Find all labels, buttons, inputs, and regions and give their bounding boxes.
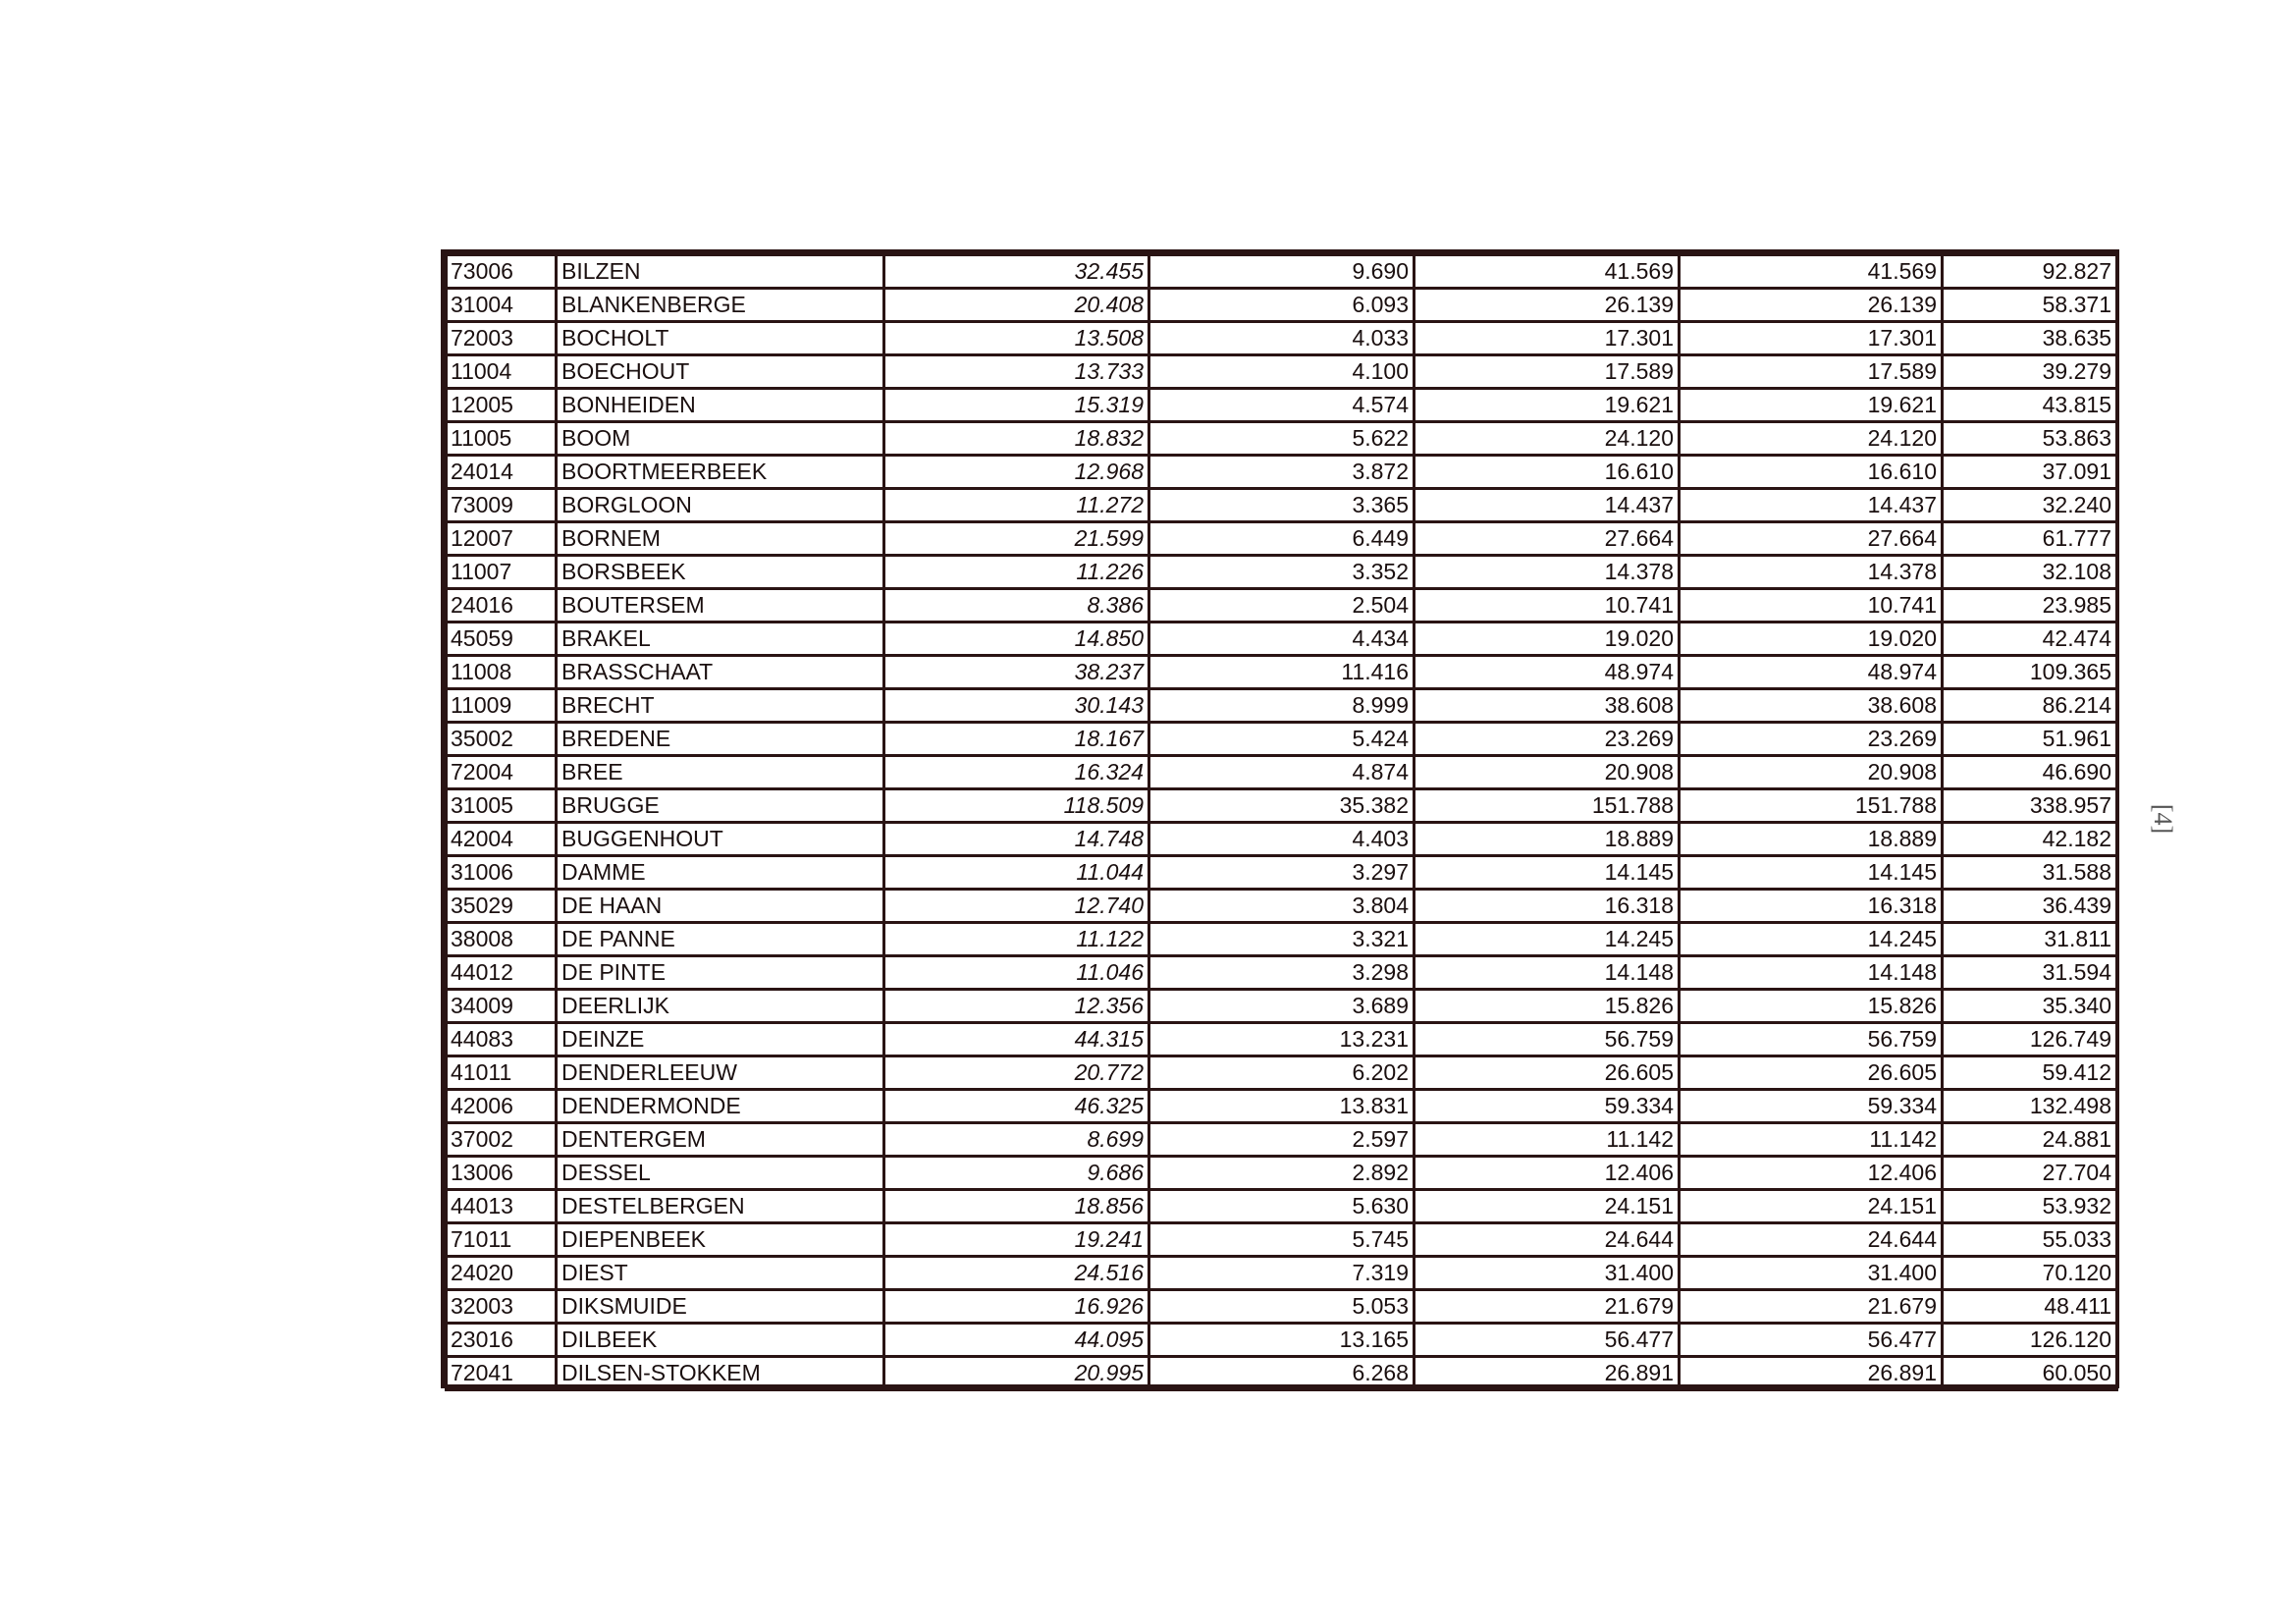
value-b-cell: 3.365 xyxy=(1149,489,1415,522)
municipality-name-cell: BREE xyxy=(557,756,884,789)
total-cell: 126.749 xyxy=(1943,1023,2117,1056)
table-row xyxy=(447,1056,2117,1090)
value-c-cell: 41.569 xyxy=(1415,255,1680,289)
value-b-cell: 4.100 xyxy=(1149,355,1415,389)
value-d-cell: 26.139 xyxy=(1680,289,1943,322)
nis-code-cell: 31004 xyxy=(447,289,557,322)
value-b-cell: 3.689 xyxy=(1149,990,1415,1023)
value-a-cell: 11.122 xyxy=(884,923,1149,956)
value-d-cell: 20.908 xyxy=(1680,756,1943,789)
value-d-cell: 14.148 xyxy=(1680,956,1943,990)
value-a-cell: 12.356 xyxy=(884,990,1149,1023)
value-c-cell: 26.139 xyxy=(1415,289,1680,322)
value-b-cell: 13.831 xyxy=(1149,1090,1415,1123)
municipality-name-cell: DEERLIJK xyxy=(557,990,884,1023)
nis-code-cell: 72041 xyxy=(447,1357,557,1390)
value-c-cell: 59.334 xyxy=(1415,1090,1680,1123)
nis-code-cell: 11007 xyxy=(447,556,557,589)
total-cell: 37.091 xyxy=(1943,456,2117,489)
value-d-cell: 24.120 xyxy=(1680,422,1943,456)
value-b-cell: 4.403 xyxy=(1149,823,1415,856)
value-d-cell: 15.826 xyxy=(1680,990,1943,1023)
municipality-name-cell: BUGGENHOUT xyxy=(557,823,884,856)
value-c-cell: 31.400 xyxy=(1415,1257,1680,1290)
value-a-cell: 44.315 xyxy=(884,1023,1149,1056)
total-cell: 32.108 xyxy=(1943,556,2117,589)
municipality-name-cell: DE PINTE xyxy=(557,956,884,990)
municipality-name-cell: BRECHT xyxy=(557,689,884,723)
table-row xyxy=(447,890,2117,923)
value-b-cell: 13.165 xyxy=(1149,1324,1415,1357)
table-row xyxy=(447,789,2117,823)
nis-code-cell: 41011 xyxy=(447,1056,557,1090)
nis-code-cell: 37002 xyxy=(447,1123,557,1157)
value-c-cell: 151.788 xyxy=(1415,789,1680,823)
value-a-cell: 32.455 xyxy=(884,255,1149,289)
value-c-cell: 26.605 xyxy=(1415,1056,1680,1090)
nis-code-cell: 24014 xyxy=(447,456,557,489)
nis-code-cell: 31006 xyxy=(447,856,557,890)
table-row xyxy=(447,623,2117,656)
value-c-cell: 24.151 xyxy=(1415,1190,1680,1223)
nis-code-cell: 42004 xyxy=(447,823,557,856)
value-a-cell: 9.686 xyxy=(884,1157,1149,1190)
municipality-name-cell: BRAKEL xyxy=(557,623,884,656)
value-d-cell: 38.608 xyxy=(1680,689,1943,723)
municipality-name-cell: DESSEL xyxy=(557,1157,884,1190)
value-d-cell: 41.569 xyxy=(1680,255,1943,289)
value-b-cell: 6.202 xyxy=(1149,1056,1415,1090)
value-a-cell: 20.995 xyxy=(884,1357,1149,1390)
value-b-cell: 4.874 xyxy=(1149,756,1415,789)
total-cell: 31.811 xyxy=(1943,923,2117,956)
municipality-name-cell: BOUTERSEM xyxy=(557,589,884,623)
table-row xyxy=(447,522,2117,556)
value-b-cell: 5.053 xyxy=(1149,1290,1415,1324)
municipality-name-cell: DILBEEK xyxy=(557,1324,884,1357)
total-cell: 338.957 xyxy=(1943,789,2117,823)
value-d-cell: 11.142 xyxy=(1680,1123,1943,1157)
municipality-name-cell: BLANKENBERGE xyxy=(557,289,884,322)
municipality-name-cell: BREDENE xyxy=(557,723,884,756)
total-cell: 42.474 xyxy=(1943,623,2117,656)
municipality-name-cell: DE PANNE xyxy=(557,923,884,956)
value-d-cell: 16.610 xyxy=(1680,456,1943,489)
table-row xyxy=(447,956,2117,990)
value-a-cell: 13.508 xyxy=(884,322,1149,355)
value-c-cell: 12.406 xyxy=(1415,1157,1680,1190)
nis-code-cell: 72004 xyxy=(447,756,557,789)
value-a-cell: 46.325 xyxy=(884,1090,1149,1123)
value-c-cell: 14.437 xyxy=(1415,489,1680,522)
table-row xyxy=(447,823,2117,856)
value-d-cell: 59.334 xyxy=(1680,1090,1943,1123)
total-cell: 70.120 xyxy=(1943,1257,2117,1290)
total-cell: 53.863 xyxy=(1943,422,2117,456)
value-c-cell: 23.269 xyxy=(1415,723,1680,756)
nis-code-cell: 12007 xyxy=(447,522,557,556)
value-a-cell: 8.699 xyxy=(884,1123,1149,1157)
municipality-name-cell: DEINZE xyxy=(557,1023,884,1056)
value-a-cell: 19.241 xyxy=(884,1223,1149,1257)
nis-code-cell: 24020 xyxy=(447,1257,557,1290)
value-b-cell: 3.298 xyxy=(1149,956,1415,990)
value-a-cell: 12.968 xyxy=(884,456,1149,489)
value-d-cell: 19.621 xyxy=(1680,389,1943,422)
value-c-cell: 20.908 xyxy=(1415,756,1680,789)
value-c-cell: 48.974 xyxy=(1415,656,1680,689)
value-a-cell: 8.386 xyxy=(884,589,1149,623)
nis-code-cell: 24016 xyxy=(447,589,557,623)
table-row xyxy=(447,856,2117,890)
value-b-cell: 3.804 xyxy=(1149,890,1415,923)
value-a-cell: 18.856 xyxy=(884,1190,1149,1223)
value-a-cell: 18.832 xyxy=(884,422,1149,456)
value-b-cell: 2.504 xyxy=(1149,589,1415,623)
value-d-cell: 151.788 xyxy=(1680,789,1943,823)
value-c-cell: 14.245 xyxy=(1415,923,1680,956)
total-cell: 43.815 xyxy=(1943,389,2117,422)
value-d-cell: 17.301 xyxy=(1680,322,1943,355)
municipality-name-cell: DIKSMUIDE xyxy=(557,1290,884,1324)
nis-code-cell: 23016 xyxy=(447,1324,557,1357)
value-c-cell: 16.318 xyxy=(1415,890,1680,923)
value-d-cell: 24.151 xyxy=(1680,1190,1943,1223)
total-cell: 132.498 xyxy=(1943,1090,2117,1123)
value-a-cell: 13.733 xyxy=(884,355,1149,389)
table-row xyxy=(447,289,2117,322)
value-b-cell: 6.449 xyxy=(1149,522,1415,556)
table-row xyxy=(447,923,2117,956)
nis-code-cell: 32003 xyxy=(447,1290,557,1324)
table-row xyxy=(447,1090,2117,1123)
value-c-cell: 14.378 xyxy=(1415,556,1680,589)
total-cell: 46.690 xyxy=(1943,756,2117,789)
municipality-name-cell: BORSBEEK xyxy=(557,556,884,589)
table-row xyxy=(447,322,2117,355)
nis-code-cell: 45059 xyxy=(447,623,557,656)
total-cell: 31.594 xyxy=(1943,956,2117,990)
nis-code-cell: 11004 xyxy=(447,355,557,389)
table-row xyxy=(447,255,2117,289)
value-b-cell: 4.434 xyxy=(1149,623,1415,656)
municipality-name-cell: BORNEM xyxy=(557,522,884,556)
municipality-name-cell: DAMME xyxy=(557,856,884,890)
total-cell: 55.033 xyxy=(1943,1223,2117,1257)
municipality-name-cell: DE HAAN xyxy=(557,890,884,923)
value-b-cell: 6.268 xyxy=(1149,1357,1415,1390)
value-d-cell: 56.477 xyxy=(1680,1324,1943,1357)
municipality-name-cell: BONHEIDEN xyxy=(557,389,884,422)
table-row xyxy=(447,355,2117,389)
nis-code-cell: 11008 xyxy=(447,656,557,689)
table-row xyxy=(447,422,2117,456)
nis-code-cell: 31005 xyxy=(447,789,557,823)
value-d-cell: 26.605 xyxy=(1680,1056,1943,1090)
value-c-cell: 17.589 xyxy=(1415,355,1680,389)
value-c-cell: 26.891 xyxy=(1415,1357,1680,1390)
table-row xyxy=(447,656,2117,689)
total-cell: 23.985 xyxy=(1943,589,2117,623)
value-a-cell: 20.408 xyxy=(884,289,1149,322)
municipality-name-cell: DIEST xyxy=(557,1257,884,1290)
nis-code-cell: 44012 xyxy=(447,956,557,990)
value-b-cell: 5.745 xyxy=(1149,1223,1415,1257)
table-row xyxy=(447,689,2117,723)
nis-code-cell: 13006 xyxy=(447,1157,557,1190)
value-a-cell: 21.599 xyxy=(884,522,1149,556)
total-cell: 27.704 xyxy=(1943,1157,2117,1190)
value-c-cell: 21.679 xyxy=(1415,1290,1680,1324)
municipality-name-cell: BOOM xyxy=(557,422,884,456)
municipality-name-cell: BOORTMEERBEEK xyxy=(557,456,884,489)
table-row xyxy=(447,1190,2117,1223)
value-b-cell: 3.872 xyxy=(1149,456,1415,489)
value-a-cell: 20.772 xyxy=(884,1056,1149,1090)
value-c-cell: 24.120 xyxy=(1415,422,1680,456)
value-d-cell: 48.974 xyxy=(1680,656,1943,689)
nis-code-cell: 35029 xyxy=(447,890,557,923)
total-cell: 42.182 xyxy=(1943,823,2117,856)
municipality-table xyxy=(441,249,2119,1388)
table-row xyxy=(447,1223,2117,1257)
value-c-cell: 10.741 xyxy=(1415,589,1680,623)
total-cell: 39.279 xyxy=(1943,355,2117,389)
municipality-name-cell: DENDERMONDE xyxy=(557,1090,884,1123)
nis-code-cell: 38008 xyxy=(447,923,557,956)
value-a-cell: 16.926 xyxy=(884,1290,1149,1324)
total-cell: 31.588 xyxy=(1943,856,2117,890)
municipality-name-cell: DILSEN-STOKKEM xyxy=(557,1357,884,1390)
table-row xyxy=(447,456,2117,489)
value-c-cell: 27.664 xyxy=(1415,522,1680,556)
total-cell: 60.050 xyxy=(1943,1357,2117,1390)
value-c-cell: 11.142 xyxy=(1415,1123,1680,1157)
table-row xyxy=(447,1357,2117,1390)
value-a-cell: 24.516 xyxy=(884,1257,1149,1290)
value-b-cell: 3.297 xyxy=(1149,856,1415,890)
value-a-cell: 12.740 xyxy=(884,890,1149,923)
nis-code-cell: 73009 xyxy=(447,489,557,522)
value-a-cell: 38.237 xyxy=(884,656,1149,689)
value-c-cell: 19.621 xyxy=(1415,389,1680,422)
value-b-cell: 3.321 xyxy=(1149,923,1415,956)
table-row xyxy=(447,723,2117,756)
table-row xyxy=(447,1324,2117,1357)
value-a-cell: 11.226 xyxy=(884,556,1149,589)
municipality-name-cell: BRUGGE xyxy=(557,789,884,823)
value-c-cell: 14.148 xyxy=(1415,956,1680,990)
nis-code-cell: 73006 xyxy=(447,255,557,289)
value-b-cell: 35.382 xyxy=(1149,789,1415,823)
value-d-cell: 26.891 xyxy=(1680,1357,1943,1390)
value-c-cell: 56.759 xyxy=(1415,1023,1680,1056)
table-row xyxy=(447,1023,2117,1056)
total-cell: 126.120 xyxy=(1943,1324,2117,1357)
table-row xyxy=(447,589,2117,623)
total-cell: 35.340 xyxy=(1943,990,2117,1023)
value-b-cell: 7.319 xyxy=(1149,1257,1415,1290)
table-row xyxy=(447,389,2117,422)
value-c-cell: 38.608 xyxy=(1415,689,1680,723)
table-row xyxy=(447,1290,2117,1324)
municipality-name-cell: DIEPENBEEK xyxy=(557,1223,884,1257)
value-d-cell: 31.400 xyxy=(1680,1257,1943,1290)
value-a-cell: 15.319 xyxy=(884,389,1149,422)
total-cell: 32.240 xyxy=(1943,489,2117,522)
value-d-cell: 14.145 xyxy=(1680,856,1943,890)
table-row xyxy=(447,489,2117,522)
value-b-cell: 13.231 xyxy=(1149,1023,1415,1056)
value-b-cell: 8.999 xyxy=(1149,689,1415,723)
total-cell: 24.881 xyxy=(1943,1123,2117,1157)
value-d-cell: 21.679 xyxy=(1680,1290,1943,1324)
value-d-cell: 14.437 xyxy=(1680,489,1943,522)
value-d-cell: 10.741 xyxy=(1680,589,1943,623)
value-a-cell: 18.167 xyxy=(884,723,1149,756)
value-d-cell: 14.378 xyxy=(1680,556,1943,589)
value-a-cell: 16.324 xyxy=(884,756,1149,789)
data-table xyxy=(445,253,2118,1391)
total-cell: 109.365 xyxy=(1943,656,2117,689)
total-cell: 59.412 xyxy=(1943,1056,2117,1090)
total-cell: 58.371 xyxy=(1943,289,2117,322)
municipality-name-cell: DENTERGEM xyxy=(557,1123,884,1157)
value-b-cell: 2.597 xyxy=(1149,1123,1415,1157)
value-a-cell: 11.272 xyxy=(884,489,1149,522)
total-cell: 51.961 xyxy=(1943,723,2117,756)
municipality-name-cell: BORGLOON xyxy=(557,489,884,522)
value-a-cell: 14.850 xyxy=(884,623,1149,656)
total-cell: 53.932 xyxy=(1943,1190,2117,1223)
nis-code-cell: 44013 xyxy=(447,1190,557,1223)
value-b-cell: 11.416 xyxy=(1149,656,1415,689)
value-d-cell: 27.664 xyxy=(1680,522,1943,556)
value-d-cell: 56.759 xyxy=(1680,1023,1943,1056)
value-c-cell: 16.610 xyxy=(1415,456,1680,489)
value-a-cell: 14.748 xyxy=(884,823,1149,856)
value-b-cell: 4.574 xyxy=(1149,389,1415,422)
value-d-cell: 23.269 xyxy=(1680,723,1943,756)
table-body xyxy=(447,255,2117,1390)
municipality-name-cell: BOCHOLT xyxy=(557,322,884,355)
value-b-cell: 5.424 xyxy=(1149,723,1415,756)
value-a-cell: 11.046 xyxy=(884,956,1149,990)
value-b-cell: 2.892 xyxy=(1149,1157,1415,1190)
value-a-cell: 118.509 xyxy=(884,789,1149,823)
value-b-cell: 5.630 xyxy=(1149,1190,1415,1223)
table-row xyxy=(447,756,2117,789)
total-cell: 38.635 xyxy=(1943,322,2117,355)
total-cell: 92.827 xyxy=(1943,255,2117,289)
value-d-cell: 14.245 xyxy=(1680,923,1943,956)
value-d-cell: 24.644 xyxy=(1680,1223,1943,1257)
value-b-cell: 6.093 xyxy=(1149,289,1415,322)
value-c-cell: 17.301 xyxy=(1415,322,1680,355)
page-number: [4] xyxy=(2149,803,2177,835)
value-d-cell: 19.020 xyxy=(1680,623,1943,656)
value-c-cell: 56.477 xyxy=(1415,1324,1680,1357)
table-row xyxy=(447,990,2117,1023)
value-a-cell: 44.095 xyxy=(884,1324,1149,1357)
municipality-name-cell: BRASSCHAAT xyxy=(557,656,884,689)
total-cell: 61.777 xyxy=(1943,522,2117,556)
table-row xyxy=(447,1157,2117,1190)
value-d-cell: 12.406 xyxy=(1680,1157,1943,1190)
total-cell: 36.439 xyxy=(1943,890,2117,923)
table-row xyxy=(447,1123,2117,1157)
value-c-cell: 14.145 xyxy=(1415,856,1680,890)
nis-code-cell: 11009 xyxy=(447,689,557,723)
value-b-cell: 9.690 xyxy=(1149,255,1415,289)
value-a-cell: 11.044 xyxy=(884,856,1149,890)
value-d-cell: 18.889 xyxy=(1680,823,1943,856)
total-cell: 86.214 xyxy=(1943,689,2117,723)
table-row xyxy=(447,1257,2117,1290)
municipality-name-cell: DENDERLEEUW xyxy=(557,1056,884,1090)
nis-code-cell: 34009 xyxy=(447,990,557,1023)
value-b-cell: 5.622 xyxy=(1149,422,1415,456)
nis-code-cell: 42006 xyxy=(447,1090,557,1123)
value-a-cell: 30.143 xyxy=(884,689,1149,723)
nis-code-cell: 72003 xyxy=(447,322,557,355)
nis-code-cell: 44083 xyxy=(447,1023,557,1056)
municipality-name-cell: DESTELBERGEN xyxy=(557,1190,884,1223)
value-b-cell: 4.033 xyxy=(1149,322,1415,355)
municipality-name-cell: BOECHOUT xyxy=(557,355,884,389)
value-c-cell: 15.826 xyxy=(1415,990,1680,1023)
value-d-cell: 17.589 xyxy=(1680,355,1943,389)
value-b-cell: 3.352 xyxy=(1149,556,1415,589)
total-cell: 48.411 xyxy=(1943,1290,2117,1324)
value-c-cell: 19.020 xyxy=(1415,623,1680,656)
nis-code-cell: 12005 xyxy=(447,389,557,422)
value-d-cell: 16.318 xyxy=(1680,890,1943,923)
table-row xyxy=(447,556,2117,589)
value-c-cell: 24.644 xyxy=(1415,1223,1680,1257)
nis-code-cell: 71011 xyxy=(447,1223,557,1257)
value-c-cell: 18.889 xyxy=(1415,823,1680,856)
nis-code-cell: 11005 xyxy=(447,422,557,456)
nis-code-cell: 35002 xyxy=(447,723,557,756)
municipality-name-cell: BILZEN xyxy=(557,255,884,289)
